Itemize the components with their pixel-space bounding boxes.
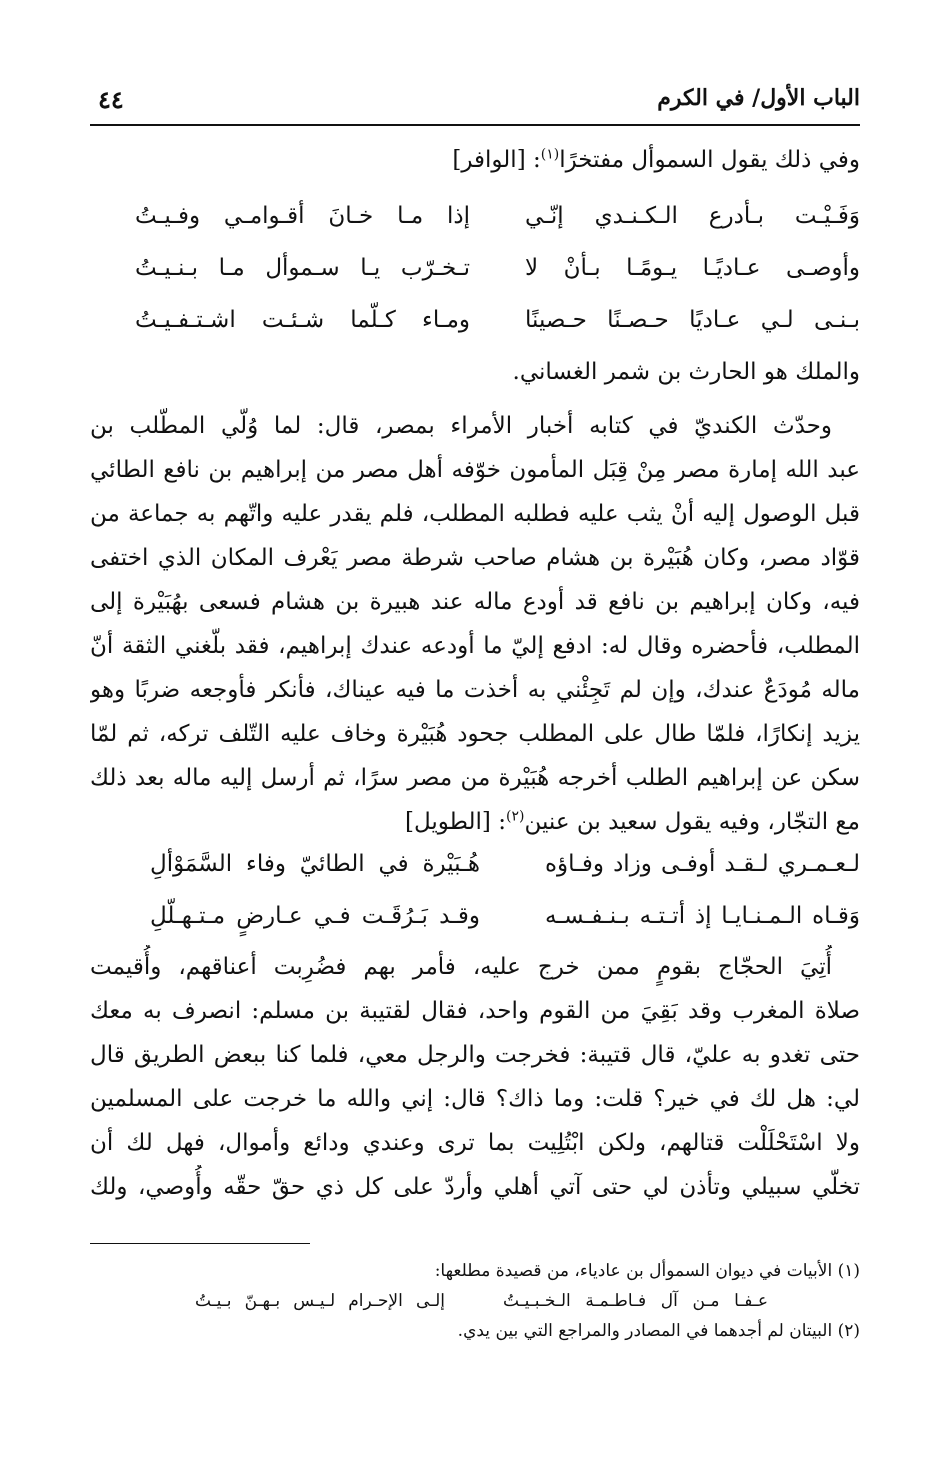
footnote-1: (١) الأبيات في ديوان السموأل بن عادياء، من قصيدة مطلعها: <box>434 1261 860 1281</box>
header-rule <box>90 124 860 126</box>
verse <box>90 890 860 942</box>
hemistich-first: وَفَـيْـت بـأدرع الـكـنـدي إنّـي <box>525 203 860 229</box>
hemistich-first: عـفـا مـن آل فـاطـمـة الـخـبـيـتُ <box>503 1291 768 1311</box>
poem-hubayra <box>90 838 860 942</box>
text-line: أُتِيَ الحجّاج بقومٍ ممن خرج عليه، فأمر بهم فضُرِبت أعناقهم، وأُقيمت <box>90 954 832 980</box>
chapter-title: الباب الأول/ في الكرم <box>657 85 860 111</box>
hemistich-second: إلـى الإحـرام لـيـس بـهـنّ بـيـتُ <box>195 1291 445 1311</box>
text-line: لي: هل لك في خير؟ قلت: وما ذاك؟ قال: إني والله ما خرجت على المسلمين <box>90 1086 860 1112</box>
page-number: ٤٤ <box>98 85 124 114</box>
footnote-rule <box>90 1243 310 1244</box>
intro-line <box>90 138 860 182</box>
verse <box>90 242 860 294</box>
meter-label: : [الطويل] <box>404 809 506 835</box>
poem-samawal <box>90 190 860 346</box>
hemistich-second: إذا مـا خـانَ أقـوامـي وفـيـتُ <box>135 203 470 229</box>
text-line: المطلب، فأحضره وقال له: ادفع إليّ ما أودعه عندك إبراهيم، فقد بلّغني الثقة أنّ <box>90 633 860 659</box>
text-line: فيه، وكان إبراهيم بن نافع قد أودع ماله عند هبيرة بن هشام فسعى بهُبَيْرة إلى <box>90 589 860 615</box>
text-line: يزيد إنكارًا، فلمّا طال على المطلب جحود هُبَيْرة وخاف عليه التّلف تركه، ثم لمّا <box>90 721 860 747</box>
hemistich-second: تـخـرّب يـا سـموأل مـا بـنـيـتُ <box>135 255 470 281</box>
hemistich-first: لـعـمـري لـقـد أوفـى وزاد وفـاؤه <box>545 851 860 877</box>
text-line: حتى تغدو به عليّ، قال قتيبة: فخرجت والرجل معي، فلما كنا ببعض الطريق قال <box>90 1042 860 1068</box>
meter-label: : [الوافر] <box>452 147 541 173</box>
footnote-mark-1: (١) <box>540 146 560 163</box>
verse <box>90 190 860 242</box>
text-line: قوّاد مصر، وكان هُبَيْرة بن هشام صاحب شرطة مصر يَعْرف المكان الذي اختفى <box>90 545 860 571</box>
verse <box>90 294 860 346</box>
page-header <box>98 85 860 121</box>
hemistich-first: وأوصـى عـاديًـا يـومًـا بـأنْ لا <box>525 255 860 281</box>
intro-text: وفي ذلك يقول السموأل مفتخرًا <box>559 147 860 173</box>
text-line: وحدّث الكنديّ في كتابه أخبار الأمراء بمصر، قال: لما وُلّي المطّلب بن <box>90 413 832 439</box>
hemistich-second: وقـد بَـرُقَـت فـي عـارضٍ مـتـهـلّلِ <box>150 903 480 929</box>
text-line: قبل الوصول إليه أنْ يثب عليه فطلبه المطلب، فلم يقدر عليه واتّهم به جماعة من <box>90 501 860 527</box>
footnotes <box>90 1256 860 1346</box>
paragraph-hajjaj <box>90 945 860 1209</box>
text-line: تخلّي سبيلي وتأذن لي حتى آتي أهلي وأردّ على كل ذي حقّ حقّه وأُوصي، ولك <box>90 1174 860 1200</box>
hemistich-first: وَقـاه الـمـنـايـا إذ أتـتـه بـنـفـسـه <box>545 903 860 929</box>
hemistich-first: بـنـى لـي عـاديًا حـصـنًا حـصينًا <box>525 307 860 333</box>
footnote-2: (٢) البيتان لم أجدهما في المصادر والمراجع التي بين يدي. <box>457 1321 860 1341</box>
text-line: سكن عن إبراهيم الطلب أخرجه هُبَيْرة من مصر سرًا، ثم أرسل إليه ماله بعد ذلك <box>90 765 860 791</box>
text-line: ولا اسْتَحْلَلْت قتالهم، ولكن ابْتُلِيت بما ترى وعندي ودائع وأموال، فهل لك أن <box>90 1130 860 1156</box>
king-line: والملك هو الحارث بن شمر الغساني. <box>512 359 860 385</box>
paragraph-kindi <box>90 404 860 844</box>
text-line: ماله مُودَعٌ عندك، وإن لم تَجِئْني به أخذت ما فيه عيناك، فأنكر فأوجعه ضربًا وهو <box>90 677 860 703</box>
footnote-mark-2: (٢) <box>505 808 525 825</box>
footnote-verse <box>90 1286 860 1316</box>
hemistich-second: ومـاء كـلّما شـئـت اشـتـفـيـتُ <box>135 307 470 333</box>
hemistich-second: هُـبَيْرة في الطائيّ وفاء السَّمَوْألِ <box>150 851 480 877</box>
verse <box>90 838 860 890</box>
text-line: مع التجّار، وفيه يقول سعيد بن عنين$^{(٢)}$: [الطويل] <box>404 808 860 835</box>
text-line: صلاة المغرب وقد بَقِيَ من القوم واحد، فقال لقتيبة بن مسلم: انصرف به معك <box>90 998 860 1024</box>
text-line: عبد الله إمارة مصر مِنْ قِبَل المأمون خوّفه أهل مصر من إبراهيم بن نافع الطائي <box>90 457 860 483</box>
